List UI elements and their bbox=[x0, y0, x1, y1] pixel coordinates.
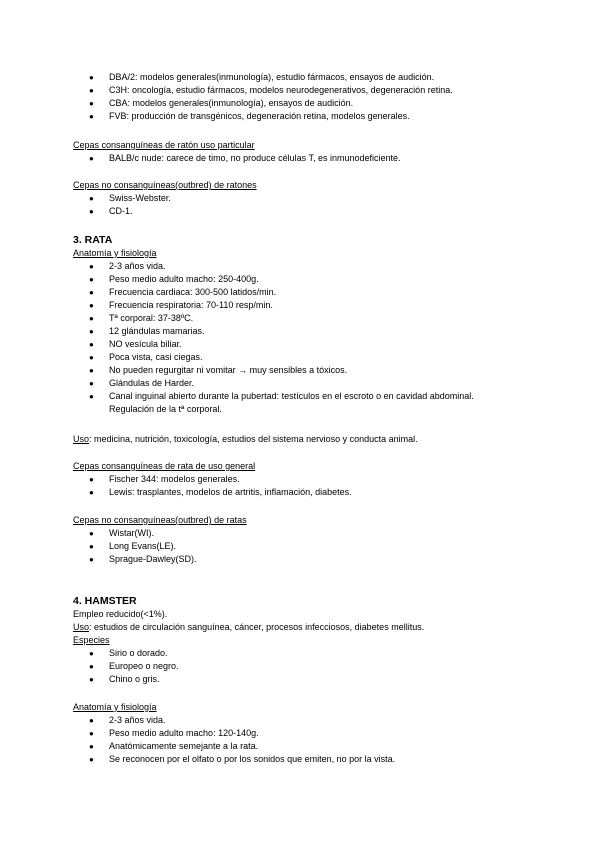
rata-general-section bbox=[73, 460, 540, 499]
bullet-icon: ● bbox=[89, 340, 94, 349]
list-item: ● Canal inguinal abierto durante la pubertad: testículos en el escroto o en cavidad abdominal. bbox=[89, 391, 474, 401]
bullet-icon: ● bbox=[89, 675, 94, 684]
bullet-icon: ● bbox=[89, 301, 94, 310]
bullet-icon: ● bbox=[89, 207, 94, 216]
section-subtitle: Anatomía y fisiología bbox=[73, 702, 157, 712]
mouse-particular-section bbox=[73, 139, 540, 165]
bullet-icon: ● bbox=[89, 716, 94, 725]
bullet-icon: ● bbox=[89, 488, 94, 497]
bullet-icon: ● bbox=[89, 729, 94, 738]
list-item: ● Glándulas de Harder. bbox=[89, 378, 195, 388]
list-item: ● 2-3 años vida. bbox=[89, 261, 166, 271]
list-item: ● NO vesícula biliar. bbox=[89, 339, 182, 349]
rata-section bbox=[73, 234, 540, 416]
bullet-icon: ● bbox=[89, 392, 94, 401]
list-item: ● 2-3 años vida. bbox=[89, 715, 166, 725]
list-item: ● BALB/c nude: carece de timo, no produce células T, es inmunodeficiente. bbox=[89, 153, 401, 163]
uso-text: : estudios de circulación sanguínea, cáncer, procesos infecciosos, diabetes mellitus. bbox=[89, 622, 425, 632]
list-item: ● Lewis: trasplantes, modelos de artritis, inflamación, diabetes. bbox=[89, 487, 352, 497]
list-item: ● FVB: producción de transgénicos, degeneración retina, modelos generales. bbox=[89, 111, 410, 121]
bullet-icon: ● bbox=[89, 99, 94, 108]
uso-label: Uso bbox=[73, 622, 90, 632]
bullet-icon: ● bbox=[89, 366, 94, 375]
hamster-especies-list bbox=[73, 647, 540, 686]
section-subtitle: Anatomía y fisiología bbox=[73, 248, 157, 258]
list-item: ● Sirio o dorado. bbox=[89, 648, 168, 658]
rata-uso-paragraph bbox=[73, 433, 540, 446]
list-item: ● DBA/2: modelos generales(inmunología), estudio fármacos, ensayos de audición. bbox=[89, 72, 435, 82]
bullet-icon: ● bbox=[89, 86, 94, 95]
list-item: ● Sprague-Dawley(SD). bbox=[89, 554, 197, 564]
list-item-continuation: Regulación de la tª corporal. bbox=[109, 404, 222, 414]
mouse-strains-list bbox=[73, 71, 540, 123]
bullet-icon: ● bbox=[89, 73, 94, 82]
bullet-icon: ● bbox=[89, 275, 94, 284]
list-item: ● Frecuencia cardiaca: 300-500 latidos/min. bbox=[89, 287, 277, 297]
bullet-icon: ● bbox=[89, 288, 94, 297]
empleo-text: Empleo reducido(<1%). bbox=[73, 609, 168, 619]
list-item: ● Europeo o negro. bbox=[89, 661, 179, 671]
hamster-uso-paragraph bbox=[73, 621, 540, 634]
section-heading: 3. RATA bbox=[73, 234, 113, 246]
hamster-anatomia-section bbox=[73, 701, 540, 766]
bullet-icon: ● bbox=[89, 555, 94, 564]
bullet-icon: ● bbox=[89, 112, 94, 121]
list-item: ● CBA: modelos generales(inmunología), ensayos de audición. bbox=[89, 98, 354, 108]
list-item: ● No pueden regurgitar ni vomitar → muy sensibles a tóxicos. bbox=[89, 365, 348, 375]
section-subtitle: Cepas consanguíneas de rata de uso general bbox=[73, 461, 256, 471]
bullet-icon: ● bbox=[89, 154, 94, 163]
list-item: ● Frecuencia respiratoria: 70-110 resp/min. bbox=[89, 300, 273, 310]
rata-outbred-section bbox=[73, 514, 540, 566]
bullet-icon: ● bbox=[89, 742, 94, 751]
bullet-icon: ● bbox=[89, 194, 94, 203]
list-item: ● CD-1. bbox=[89, 206, 133, 216]
mouse-strains-list-section bbox=[73, 71, 540, 123]
list-item: ● Wistar(WI). bbox=[89, 528, 154, 538]
uso-text: : medicina, nutrición, toxicología, estudios del sistema nervioso y conducta animal. bbox=[89, 434, 418, 444]
mouse-outbred-section bbox=[73, 179, 540, 218]
bullet-icon: ● bbox=[89, 327, 94, 336]
bullet-icon: ● bbox=[89, 542, 94, 551]
hamster-section bbox=[73, 595, 540, 686]
bullet-icon: ● bbox=[89, 649, 94, 658]
section-subtitle: Cepas consanguíneas de ratón uso particular bbox=[73, 140, 255, 150]
list-item: ● Swiss-Webster. bbox=[89, 193, 171, 203]
list-item: ● C3H: oncología, estudio fármacos, modelos neurodegenerativos, degeneración retina. bbox=[89, 85, 453, 95]
section-subtitle: Cepas no consanguíneas(outbred) de ratas bbox=[73, 515, 247, 525]
uso-label: Uso bbox=[73, 434, 90, 444]
bullet-icon: ● bbox=[89, 475, 94, 484]
bullet-icon: ● bbox=[89, 755, 94, 764]
section-subtitle: Especies bbox=[73, 635, 110, 645]
bullet-icon: ● bbox=[89, 529, 94, 538]
section-subtitle: Cepas no consanguíneas(outbred) de ratones bbox=[73, 180, 257, 190]
list-item: ● Peso medio adulto macho: 120-140g. bbox=[89, 728, 259, 738]
section-heading: 4. HAMSTER bbox=[73, 595, 137, 607]
list-item: ● Poca vista, casi ciegas. bbox=[89, 352, 203, 362]
list-item: ● Long Evans(LE). bbox=[89, 541, 177, 551]
list-item: ● Tª corporal: 37-38ºC. bbox=[89, 313, 194, 323]
bullet-icon: ● bbox=[89, 262, 94, 271]
bullet-icon: ● bbox=[89, 314, 94, 323]
bullet-icon: ● bbox=[89, 379, 94, 388]
list-item: ● Peso medio adulto macho: 250-400g. bbox=[89, 274, 259, 284]
rata-anatomia-list bbox=[73, 260, 540, 416]
list-item: ● Chino o gris. bbox=[89, 674, 160, 684]
list-item: ● Se reconocen por el olfato o por los sonidos que emiten, no por la vista. bbox=[89, 754, 396, 764]
bullet-icon: ● bbox=[89, 353, 94, 362]
list-item: ● 12 glándulas mamarias. bbox=[89, 326, 205, 336]
bullet-icon: ● bbox=[89, 662, 94, 671]
list-item: ● Anatómicamente semejante a la rata. bbox=[89, 741, 259, 751]
list-item: ● Fischer 344: modelos generales. bbox=[89, 474, 240, 484]
